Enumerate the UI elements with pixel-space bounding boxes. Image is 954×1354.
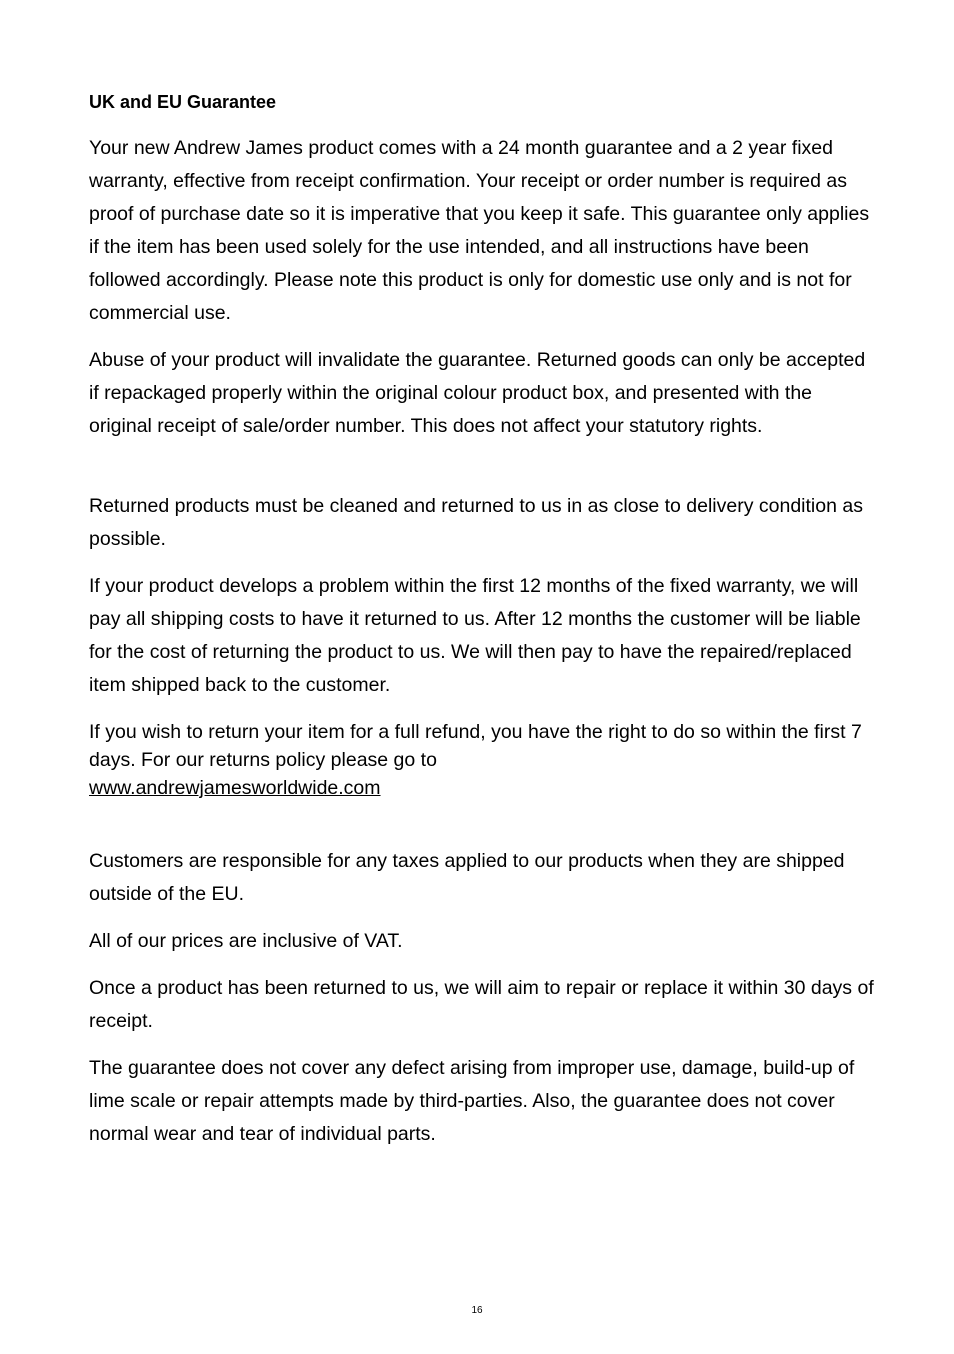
vat-paragraph: All of our prices are inclusive of VAT. (89, 930, 403, 952)
returns-policy-link[interactable]: www.andrewjamesworldwide.com (89, 777, 381, 799)
shipping-paragraph: If your product develops a problem within the first 12 months of the fixed warranty, we will pay all shipping costs to have it returned to us. After 12 months the customer will be liable for the cost of returning the product to us. We will then pay to have the repaired/replaced item shipped back to the customer. (89, 575, 861, 696)
section-heading: UK and EU Guarantee (89, 92, 277, 112)
refund-text: If you wish to return your item for a full refund, you have the right to do so within the first 7 days. For our returns policy please go to (89, 721, 862, 771)
exclusions-paragraph: The guarantee does not cover any defect arising from improper use, damage, build-up of lime scale or repair attempts made by third-parties. Also, the guarantee does not cover normal wear and tear of individual parts. (89, 1057, 855, 1145)
abuse-paragraph: Abuse of your product will invalidate the guarantee. Returned goods can only be accepted if repackaged properly within the original colour product box, and presented with the original receipt of sale/order number. This does not affect your statutory rights. (89, 349, 866, 437)
page-number: 16 (471, 1305, 483, 1316)
guarantee-paragraph: Your new Andrew James product comes with a 24 month guarantee and a 2 year fixed warranty, effective from receipt confirmation. Your receipt or order number is required as proof of purchase date so it is imperative that you keep it safe. This guarantee only applies if the item has been used solely for the use intended, and all instructions have been followed accordingly. Please note this product is only for domestic use only and is not for commercial use. (89, 137, 870, 324)
taxes-paragraph: Customers are responsible for any taxes applied to our products when they are shipped outside of the EU. (89, 850, 845, 905)
cleaning-paragraph: Returned products must be cleaned and returned to us in as close to delivery condition as possible. (89, 495, 863, 550)
repair-paragraph: Once a product has been returned to us, we will aim to repair or replace it within 30 days of receipt. (89, 977, 874, 1032)
refund-paragraph (89, 718, 879, 802)
